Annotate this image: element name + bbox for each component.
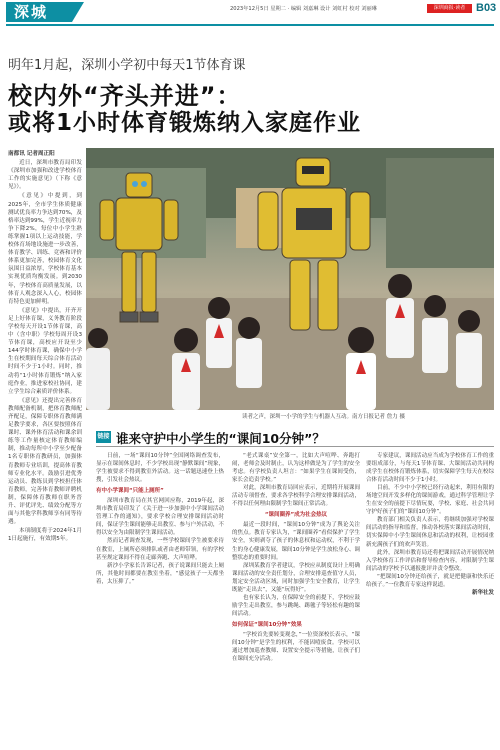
page-number: B03 <box>476 2 497 14</box>
sidebar-tag: 链接 <box>96 431 111 443</box>
sidebar-paragraph: 专家建议，课间活动应当成为学校体育工作的重要组成部分，与每天1节体育课、大课间活动共同构成学生在校体育锻炼体系，切实保障学生每天在校综合体育活动时间不少于1小时。 <box>366 453 494 484</box>
news-photo <box>86 148 494 410</box>
article-paragraph: 本项制度将于2024年1月1日起施行，有效期5年。 <box>8 528 82 543</box>
sidebar-signature: 新华社发 <box>471 589 494 596</box>
sidebar-paragraph: 教育部门相关负责人表示，将继续加强对学校课间活动的指导和监督，推动各校落实课间活动时间，切实保障中小学生课间休息和活动的权利，让校园重新充满孩子们的欢声笑语。 <box>366 517 494 548</box>
sidebar-paragraph: “老式课桌”安全第一，比如大声喧哗、奔跑打闹，老师会及时制止，认为这样做是为了学生的安全考虑。有学校负责人坦言：“如果学生在课间受伤，家长会追责学校。” <box>232 453 360 484</box>
article-paragraph: 《意见》中提到，到2025年，全市学生体质健康测试优良率力争达到70%，及格率达到99%，学生近视率力争下降2%，每位中小学生熟练掌握1项以上运动技能，学校体育场地设施进一步改善，体育教学、训练、竞赛和评价体系更加完善，校园体育文化氛围日益浓厚，学校体育基本实现优质均衡发展。到2030年，学校体育高质量发展，以体育人观念深入人心，校园体育特色更加鲜明。 <box>8 193 82 305</box>
sidebar-rule <box>96 446 494 447</box>
sidebar-column-2 <box>232 452 360 663</box>
sidebar-subheading: 如何保证“课间10分钟”效果 <box>232 621 302 628</box>
article-kicker: 明年1月起，深圳小学初中每天1节体育课 <box>8 58 246 73</box>
sidebar-paragraph: 对此，深圳市教育局回应表示，近期将开展课间活动专项督查，要求各学校科学合理安排课间活动，不得以任何理由限制学生课间正常活动。 <box>232 485 360 508</box>
sidebar-title: 谁来守护中小学生的“课间10分钟”？ <box>116 431 325 446</box>
sidebar-paragraph: 目前，不少中小学校已经行动起来，利用有限的场地空间开发多样化的课间游戏，通过科学管理让学生在安全的前提下尽情玩耍，学校、家庭、社会共同守护好孩子们的“课间10分钟”。 <box>366 485 494 516</box>
sidebar-paragraph: 然而记者调查发现，一些学校课间学生被要求待在教室，上厕所必须排队或者由老师带领，有的学校甚至规定课间不得在走廊奔跑、大声喧哗。 <box>96 538 224 561</box>
sidebar-paragraph: “学校首先要转变观念，”一位资深校长表示，“课间10分钟”是学生的权利，不能因噎废食。学校可以通过增加巡查教师、设置安全提示等措施，让孩子们在课间充分活动。 <box>232 631 360 663</box>
section-tag: 深城 <box>6 2 72 22</box>
article-paragraph: 近日，深圳市教育局印发《深圳市加强和改进学校体育工作的实施意见》（下称《意见》）。 <box>8 160 82 191</box>
header-meta: 2023年12月5日 星期二 · 编辑 刘嘉琳 设计 刘虹村 校对 刘丽琳 <box>230 6 377 12</box>
sidebar-column-3 <box>366 452 494 597</box>
section-tag-corner <box>72 2 84 22</box>
sidebar-column-1 <box>96 452 224 586</box>
sidebar-paragraph: 此外，深圳市教育局还将把课间活动开展情况纳入学校体育工作评估和督导检查内容，对限制学生课间活动的学校予以通报批评并责令整改。 <box>366 549 494 572</box>
article-title-line2: 或将1小时体育锻炼纳入家庭作业 <box>8 110 362 136</box>
sidebar-paragraph: “把课间10分钟还给孩子，就是把健康和快乐还给孩子。”一位教育专家这样说道。 <box>366 573 494 588</box>
masthead <box>0 0 500 24</box>
sidebar-paragraph: 日前，一场“课间10分钟”全国网络调查发布，显示在课间休息时，不少学校出现“静默课间”现象，学生被要求不得到教室外活动。这一话题迅速登上热搜，引发社会热议。 <box>96 453 224 484</box>
article-paragraph: 《意见》还提出完善体育教师配备机制，把体育教师配齐配足，保障专职体育教师满足教学要求，各区要按照体育课时、课外体育活动和课余训练等工作量核定体育教师编制，推动每所中小学至少配备1名专职体育教研员，加强体育教师专业培训，提高体育教师专业化水平。鼓励引进优秀运动员、教练员到学校担任体育教师，完善体育教师评聘机制，保障体育教师在职务晋升、评优评先、绩效分配等方面与其他学科教师享有同等待遇。 <box>8 397 82 526</box>
sidebar-paragraph: 新沙小学家长告诉记者，孩子说课间只能去上厕所，其他时间都要在教室坐着，“感觉孩子一天都坐着，太压抑了。” <box>96 562 224 585</box>
article-left-column <box>8 150 82 545</box>
sidebar-paragraph: 最近一段时间，“课间10分钟”成为了舆论关注的焦点。教育专家认为，“课间圈养”看似保护了学生安全，实则剥夺了孩子的休息权和运动权，不利于学生的身心健康发展，课间10分钟是学生放松身心、调整状态的重要时间。 <box>232 522 361 561</box>
photo-caption: 读者之声，深圳一小学的学生与机器人互动。南方日报记者 詹力 摄 <box>242 414 405 420</box>
sidebar-paragraph: 深圳市教育局在其官网回应称，2019年起，深圳市教育局印发了《关于进一步加强中小学课间活动管理工作的通知》，要求学校合理安排课间活动时间，保证学生课间能够走出教室、参与户外活动，不得以安全为由限制学生课间活动。 <box>96 498 224 537</box>
sidebar-paragraph: 深圳某教育学者建议，学校应从制度设计上明确课间活动的安全责任划分，合理安排巡查值守人员，划定安全活动区域，同时加强学生安全教育，让学生既能“走出去”，又能“玩得好”。 <box>232 562 360 593</box>
article-title-line1: 校内外“齐头并进”： <box>8 82 242 110</box>
news-photo-illustration <box>86 148 494 410</box>
sidebar-subheading: “课间圈养”成为社会热议 <box>264 512 328 519</box>
header-badge: 深圳商报·读者 <box>427 4 472 13</box>
article-byline: 南都讯 记者周正阳 <box>8 151 55 157</box>
header-rule <box>6 24 494 26</box>
sidebar-subheading: 有中小学课间“只能上厕所” <box>96 488 164 495</box>
article-paragraph: 《意见》中提出，开齐开足上好体育课，义务教育阶段学校每天开设1节体育课，高中（含中职）学校每周开设3节体育课，高校应开设至少144学时体育课，确保中小学生在校期间每天综合体育活动时间不少于1小时。同时，推动将“1小时体育锻炼”纳入家庭作业，推进家校社协同，建立学生综合素质评价体系。 <box>8 307 82 395</box>
sidebar-paragraph: 也有家长认为，在保障安全的前提下，学校应鼓励学生走出教室，参与跳绳、踢毽子等轻松有趣的课间活动。 <box>232 594 360 617</box>
